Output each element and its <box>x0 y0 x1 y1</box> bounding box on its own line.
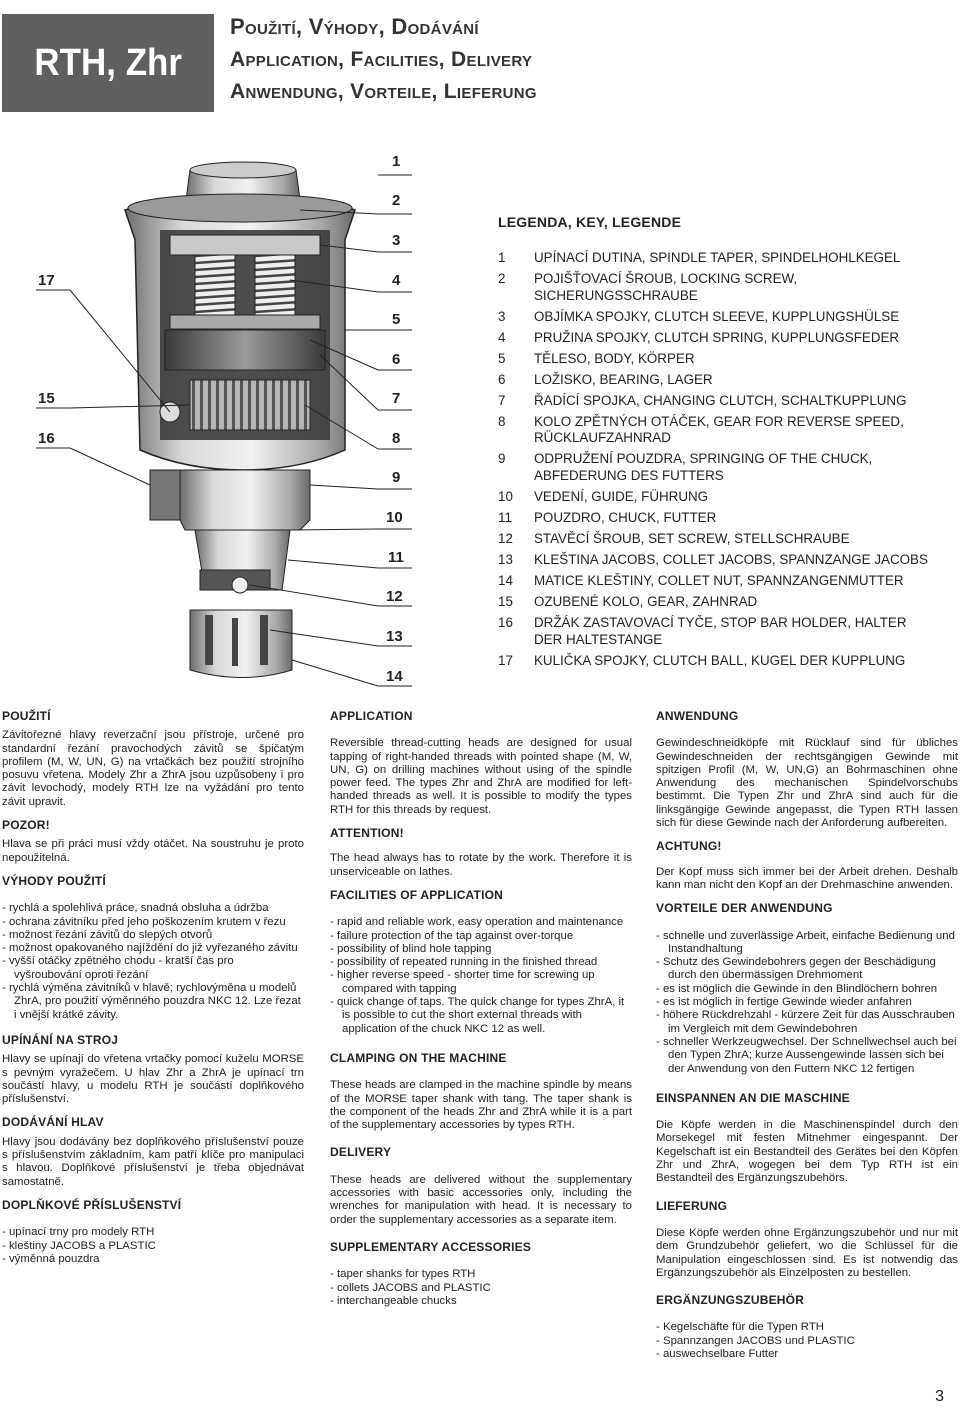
list-item: - interchangeable chucks <box>330 1295 632 1308</box>
list-item: - možnost opakovaného najíždění do již vyřezaného závitu <box>2 942 304 955</box>
de-text-clamping: Die Köpfe werden in die Maschinenspindel durch den Morsekegel mit festen Mitnehmer eingespannt. Der Kegelschaft ist ein Bestandteil des Gerätes bei den Köpfen Zhr und ZhrA, wogegen bei dem Typ RTH ist ein Bestandteil des Ergänzungszubehörs. <box>656 1119 958 1185</box>
cz-heading-accessories: DOPLŇKOVÉ PŘÍSLUŠENSTVÍ <box>2 1197 182 1212</box>
legend-item <box>498 573 938 590</box>
legend-item <box>498 594 938 611</box>
legend-num: 4 <box>498 329 506 345</box>
list-item: - quick change of taps. The quick change for types ZhrA, it is possible to cut the short external threads with application of the chuck NKC 12 as well. <box>330 996 632 1036</box>
list-item: - vyšší otáčky zpětného chodu - kratší čas pro vyšroubování oproti řezání <box>2 955 304 982</box>
legend-num: 9 <box>498 451 506 467</box>
en-accessories-list <box>330 1268 632 1308</box>
legend-item <box>498 309 938 326</box>
legend-item <box>498 250 938 267</box>
legend-item <box>498 372 938 389</box>
column-english <box>330 710 632 1320</box>
legend-title: LEGENDA, KEY, LEGENDE <box>498 214 682 230</box>
legend-item <box>498 653 938 670</box>
de-heading-warning: ACHTUNG! <box>656 839 722 854</box>
legend-num: 15 <box>498 594 513 610</box>
title-de: Anwendung, Vorteile, Lieferung <box>230 80 537 103</box>
list-item: - Spannzangen JACOBS und PLASTIC <box>656 1335 958 1348</box>
callout-4: 4 <box>392 272 401 289</box>
legend-text: ŘADÍCÍ SPOJKA, CHANGING CLUTCH, SCHALTKUPPLUNG <box>534 392 907 408</box>
legend-list <box>498 250 938 674</box>
de-heading-use: ANWENDUNG <box>656 709 739 723</box>
list-item: - výměnná pouzdra <box>2 1253 304 1266</box>
legend-item <box>498 451 938 485</box>
legend-item <box>498 615 938 649</box>
legend-text: TĚLESO, BODY, KÖRPER <box>534 350 695 366</box>
legend-text: POJIŠŤOVACÍ ŠROUB, LOCKING SCREW, SICHERUNGSSCHRAUBE <box>534 270 798 303</box>
legend-num: 13 <box>498 552 513 568</box>
legend-text: KLEŠTINA JACOBS, COLLET JACOBS, SPANNZANGE JACOBS <box>534 552 928 568</box>
list-item: - možnost řezání závitů do slepých otvorů <box>2 929 304 942</box>
callout-14: 14 <box>386 668 403 685</box>
en-heading-accessories: SUPPLEMENTARY ACCESSORIES <box>330 1239 532 1254</box>
callout-13: 13 <box>386 628 403 645</box>
callout-15: 15 <box>38 390 55 407</box>
legend-num: 16 <box>498 615 513 631</box>
list-item: - taper shanks for types RTH <box>330 1268 632 1281</box>
de-text-use: Gewindeschneidköpfe mit Rücklauf sind für übliches Gewindeschneiden der rechtsgängigen Gewinde mit spitzigen Profil (M, W, UN,G) an Bohrmaschinen ohne Anwendung des mechanischen Spindelvorschubs bestimmt. Die Typen Zhr und ZhrA sind auch für die linksgängige Gewinde angepasst, die Typen RTH lassen sich für diese Gewinde nach der Anforderung aufbereiten. <box>656 737 958 830</box>
callout-11: 11 <box>388 549 404 566</box>
cz-heading-use: POUŽITÍ <box>2 709 51 723</box>
list-item: - rapid and reliable work, easy operation and maintenance <box>330 916 632 929</box>
callout-9: 9 <box>392 469 401 486</box>
en-text-clamping: These heads are clamped in the machine spindle by means of the MORSE taper shank with tang. The taper shank is the component of the heads Zhr and ZhrA while it is a part of the supplementary accessories by types RTH. <box>330 1079 632 1132</box>
callout-3: 3 <box>392 232 401 249</box>
list-item: - collets JACOBS and PLASTIC <box>330 1282 632 1295</box>
callout-5: 5 <box>392 311 401 328</box>
legend-item <box>498 351 938 368</box>
cz-advantages-list <box>2 902 304 1022</box>
legend-num: 17 <box>498 652 513 668</box>
column-czech <box>2 710 304 1278</box>
legend-text: VEDENÍ, GUIDE, FÜHRUNG <box>534 489 709 505</box>
list-item: - Schutz des Gewindebohrers gegen der Beschädigung durch den übermässigen Drehmoment <box>656 956 958 983</box>
list-item: - es ist möglich in fertige Gewinde wieder anfahren <box>656 996 958 1009</box>
legend-text: POUZDRO, CHUCK, FUTTER <box>534 510 717 526</box>
list-item: - possibility of repeated running in the finished thread <box>330 956 632 969</box>
legend-num: 8 <box>498 413 506 429</box>
en-text-delivery: These heads are delivered without the supplementary accessories with basic accessories only, including the wrenches for manipulation with head. It is necessary to order the supplementary accessories as a separate item. <box>330 1173 632 1226</box>
list-item: - es ist möglich die Gewinde in den Blindlöchern bohren <box>656 983 958 996</box>
legend-item <box>498 552 938 569</box>
cz-heading-advantages: VÝHODY POUŽITÍ <box>2 873 106 888</box>
cz-text-clamping: Hlavy se upínají do vřetena vrtačky pomocí kuželu MORSE s pevným vyražečem. U hlav Zhr a ZhrA je upínací trn součástí hlavy, u modelu RTH je součástí doplňkového příslušenství. <box>2 1053 304 1106</box>
legend-num: 7 <box>498 392 506 408</box>
en-heading-use: APPLICATION <box>330 709 413 723</box>
legend-item <box>498 271 938 305</box>
legend-num: 10 <box>498 489 513 505</box>
legend-text: MATICE KLEŠTINY, COLLET NUT, SPANNZANGENMUTTER <box>534 573 904 589</box>
legend-text: UPÍNACÍ DUTINA, SPINDLE TAPER, SPINDELHOHLKEGEL <box>534 250 901 265</box>
de-heading-accessories: ERGÄNZUNGSZUBEHÖR <box>656 1293 805 1308</box>
product-badge-text: RTH, Zhr <box>34 41 182 84</box>
callout-8: 8 <box>392 430 401 447</box>
legend-num: 3 <box>498 308 506 324</box>
legend-text: KOLO ZPĚTNÝCH OTÁČEK, GEAR FOR REVERSE SPEED, RÜCKLAUFZAHNRAD <box>534 413 904 446</box>
de-text-warning: Der Kopf muss sich immer bei der Arbeit drehen. Deshalb kann man nicht den Kopf an der Drehmaschine anwenden. <box>656 865 958 891</box>
en-facilities-list <box>330 916 632 1036</box>
de-accessories-list <box>656 1321 958 1361</box>
column-german <box>656 710 958 1373</box>
callout-17: 17 <box>38 272 55 289</box>
list-item: - ochrana závitníku před jeho poškozením krutem v řezu <box>2 916 304 929</box>
list-item: - schneller Werkzeugwechsel. Der Schnellwechsel auch bei den Typen ZhrA; kurze Aussengewinde lassen sich bei der Anwendung von den Futtern NKC 12 fertigen <box>656 1036 958 1076</box>
legend-num: 14 <box>498 573 513 589</box>
de-advantages-list <box>656 930 958 1076</box>
legend-item <box>498 489 938 506</box>
legend-num: 1 <box>498 250 506 265</box>
en-heading-warning: ATTENTION! <box>330 826 404 841</box>
callout-1: 1 <box>392 153 401 170</box>
cz-heading-warning: POZOR! <box>2 818 50 833</box>
en-heading-facilities: FACILITIES OF APPLICATION <box>330 887 503 902</box>
list-item: - auswechselbare Futter <box>656 1348 958 1361</box>
de-heading-clamping: EINSPANNEN AN DIE MASCHINE <box>656 1090 850 1105</box>
cz-accessories-list <box>2 1226 304 1266</box>
page-number: 3 <box>935 1388 944 1405</box>
cz-text-use: Závitořezné hlavy reverzační jsou přístroje, určené pro standardní řezání pravochodých závitů se špičatým profilem (M, W, UN, G) na vrtačkách bez použití strojního posuvu vřetena. Modely Zhr a ZhrA jsou uzpůsobeny i pro závit levochodý, modely RTH lze na vyžádání pro tento závit upravit. <box>2 729 304 808</box>
list-item: - possibility of blind hole tapping <box>330 943 632 956</box>
en-text-warning: The head always has to rotate by the work. Therefore it is unserviceable on lathes. <box>330 852 632 878</box>
legend-text: LOŽISKO, BEARING, LAGER <box>534 371 713 387</box>
list-item: - Kegelschäfte für die Typen RTH <box>656 1321 958 1334</box>
legend-num: 11 <box>498 510 512 526</box>
callout-16: 16 <box>38 430 55 447</box>
list-item: - höhere Rückdrehzahl - kürzere Zeit für das Ausschrauben im Vergleich mit dem Gewindebohren <box>656 1009 958 1036</box>
cz-text-delivery: Hlavy jsou dodávány bez doplňkového příslušenství pouze s příslušenstvím základním, kam patří klíče pro manipulaci s hlavou. Doplňkové příslušenství je třeba objednávat samostatně. <box>2 1135 304 1188</box>
product-badge <box>2 14 214 112</box>
cz-heading-delivery: DODÁVÁNÍ HLAV <box>2 1115 104 1130</box>
callout-12: 12 <box>386 588 403 605</box>
list-item: - schnelle und zuverlässige Arbeit, einfache Bedienung und Instandhaltung <box>656 930 958 957</box>
list-item: - higher reverse speed - shorter time for screwing up compared with tapping <box>330 969 632 996</box>
list-item: - upínací trny pro modely RTH <box>2 1226 304 1239</box>
legend-text: OZUBENÉ KOLO, GEAR, ZAHNRAD <box>534 594 758 610</box>
callout-7: 7 <box>392 390 401 407</box>
legend-num: 5 <box>498 350 506 366</box>
title-en: Application, Facilities, Delivery <box>230 48 533 71</box>
list-item: - failure protection of the tap against over-torque <box>330 930 632 943</box>
legend-item <box>498 510 938 527</box>
cz-text-warning: Hlava se při práci musí vždy otáčet. Na soustruhu je proto nepoužitelná. <box>2 838 304 864</box>
en-heading-delivery: DELIVERY <box>330 1145 392 1160</box>
list-item: - rychlá výměna závitníků v hlavě; rychlovýměna u modelů ZhrA, pro použití výměnného pouzdra NKC 12. Lze řezat i vnější krátké závity. <box>2 982 304 1022</box>
legend-text: KULIČKA SPOJKY, CLUTCH BALL, KUGEL DER KUPPLUNG <box>534 652 906 668</box>
callout-6: 6 <box>392 351 401 368</box>
legend-num: 2 <box>498 270 506 286</box>
de-heading-delivery: LIEFERUNG <box>656 1198 728 1213</box>
cutaway-drawing <box>0 140 480 700</box>
legend-item <box>498 330 938 347</box>
legend-text: STAVĚCÍ ŠROUB, SET SCREW, STELLSCHRAUBE <box>534 531 850 547</box>
legend-text: PRUŽINA SPOJKY, CLUTCH SPRING, KUPPLUNGSFEDER <box>534 329 900 345</box>
legend-item <box>498 531 938 548</box>
legend-text: DRŽÁK ZASTAVOVACÍ TYČE, STOP BAR HOLDER, HALTER DER HALTESTANGE <box>534 615 907 647</box>
en-text-use: Reversible thread-cutting heads are designed for usual tapping of right-handed threads with pointed shape (M, W, UN, G) on drilling machines without using of the spindle power feed. The types Zhr and ZhrA are modified for left-handed threads as well. It is possible to modify the types RTH for this threads by request. <box>330 737 632 816</box>
legend-text: ODPRUŽENÍ POUZDRA, SPRINGING OF THE CHUCK, ABFEDERUNG DES FUTTERS <box>534 451 873 484</box>
callout-2: 2 <box>392 192 401 209</box>
list-item: - kleštiny JACOBS a PLASTIC <box>2 1240 304 1253</box>
legend-num: 6 <box>498 371 506 387</box>
de-text-delivery: Diese Köpfe werden ohne Ergänzungszubehör und nur mit dem Grundzubehör geliefert, wo die Schlüssel für die Manipulation eingeschlossen sind. Es ist notwendig das Ergänzungszubehör als Einzelposten zu bestellen. <box>656 1226 958 1279</box>
legend-item <box>498 414 938 448</box>
legend-text: OBJÍMKA SPOJKY, CLUTCH SLEEVE, KUPPLUNGSHÜLSE <box>534 308 900 324</box>
en-heading-clamping: CLAMPING ON THE MACHINE <box>330 1050 507 1065</box>
legend-item <box>498 393 938 410</box>
cz-heading-clamping: UPÍNÁNÍ NA STROJ <box>2 1032 119 1047</box>
title-cz: Použití, Výhody, Dodávání <box>230 14 479 39</box>
legend-num: 12 <box>498 531 513 547</box>
list-item: - rychlá a spolehlivá práce, snadná obsluha a údržba <box>2 902 304 915</box>
callout-10: 10 <box>386 509 403 526</box>
de-heading-advantages: VORTEILE DER ANWENDUNG <box>656 901 833 916</box>
